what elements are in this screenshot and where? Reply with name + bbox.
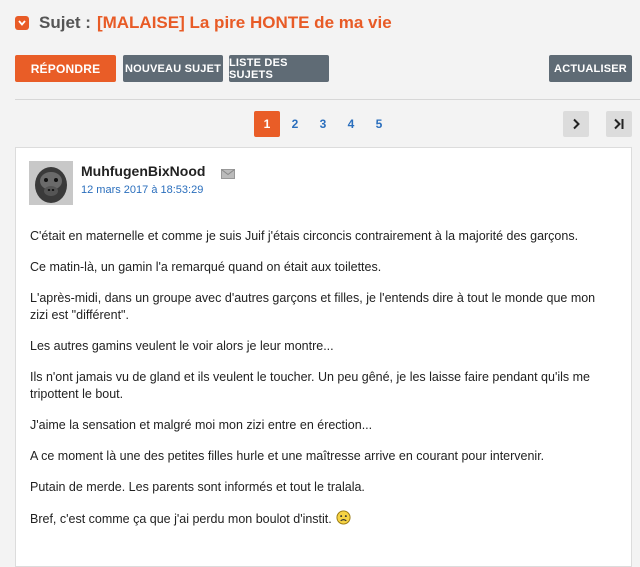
divider <box>15 99 640 100</box>
post-paragraph: A ce moment là une des petites filles hurle et une maîtresse arrive en courant pour intervenir. <box>30 449 545 463</box>
topic-prefix: Sujet : <box>39 13 91 32</box>
topic-title-row <box>15 12 392 34</box>
post-author[interactable]: MuhfugenBixNood <box>81 163 206 179</box>
post-last-paragraph <box>30 510 615 530</box>
page-4[interactable]: 4 <box>347 117 355 131</box>
refresh-button[interactable]: ACTUALISER <box>549 55 632 82</box>
post-body <box>30 228 615 544</box>
pagination <box>254 111 394 137</box>
post-date[interactable]: 12 mars 2017 à 18:53:29 <box>81 184 204 196</box>
post-paragraph: C'était en maternelle et comme je suis Juif j'étais circoncis contrairement à la majorité des garçons. <box>30 229 579 243</box>
post-paragraph: Ils n'ont jamais vu de gland et ils veulent le toucher. Un peu gêné, je les laisse faire pendant qu'ils me tripottent le bout. <box>30 370 590 401</box>
topic-list-button[interactable]: LISTE DES SUJETS <box>229 55 329 82</box>
last-page-icon <box>613 118 625 130</box>
page-1[interactable]: 1 <box>254 111 280 137</box>
page-2[interactable]: 2 <box>291 117 299 131</box>
new-topic-button[interactable]: NOUVEAU SUJET <box>123 55 223 82</box>
envelope-icon[interactable] <box>221 166 235 184</box>
page-5[interactable]: 5 <box>375 117 383 131</box>
sad-smiley-icon <box>336 510 351 530</box>
chevron-down-icon[interactable] <box>15 16 29 30</box>
topic-title: [MALAISE] La pire HONTE de ma vie <box>96 13 392 32</box>
post-paragraph: J'aime la sensation et malgré moi mon zizi entre en érection... <box>30 418 373 432</box>
post-paragraph: L'après-midi, dans un groupe avec d'autres garçons et filles, je l'entends dire à tout le monde que mon zizi est "différent". <box>30 291 596 322</box>
post-paragraph: Bref, c'est comme ça que j'ai perdu mon boulot d'instit. <box>30 512 332 526</box>
next-page-button[interactable] <box>563 111 589 137</box>
chevron-right-icon <box>571 118 581 130</box>
avatar[interactable] <box>29 161 73 205</box>
post-paragraph: Les autres gamins veulent le voir alors je leur montre... <box>30 339 334 353</box>
page-3[interactable]: 3 <box>319 117 327 131</box>
reply-button[interactable]: RÉPONDRE <box>15 55 116 82</box>
post-card <box>15 147 632 567</box>
post-paragraph: Putain de merde. Les parents sont informés et tout le tralala. <box>30 480 365 494</box>
last-page-button[interactable] <box>606 111 632 137</box>
post-paragraph: Ce matin-là, un gamin l'a remarqué quand on était aux toilettes. <box>30 260 382 274</box>
page-title <box>39 13 392 33</box>
